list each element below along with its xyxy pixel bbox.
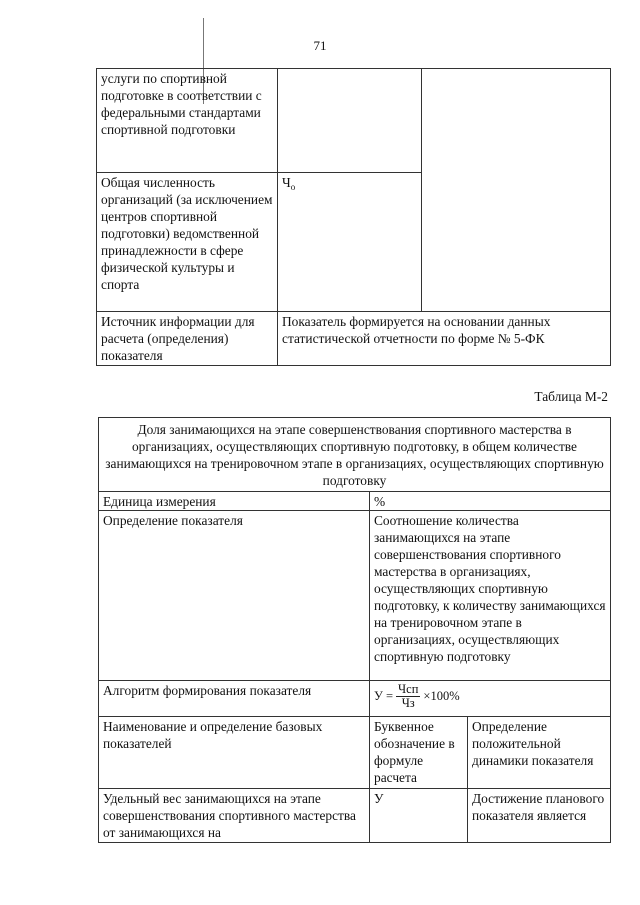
formula-rhs: ×100% — [423, 689, 460, 703]
table-row — [97, 312, 611, 366]
base-row-col1: Удельный вес занимающихся на этапе совершенствования спортивного мастерства от занимающихся на — [99, 789, 370, 843]
table-row — [99, 789, 611, 843]
row2-col2-symbol: $Ч_о$ — [278, 173, 422, 312]
formula-fraction — [396, 683, 420, 710]
formula-cell — [370, 681, 611, 717]
base-row-col2: У — [370, 789, 468, 843]
row1-col1: услуги по спортивной подготовке в соответствии с федеральными стандартами спортивной подготовки — [97, 69, 278, 173]
indicator-table-continued — [96, 68, 611, 366]
base-row-col3: Достижение планового показателя является — [468, 789, 611, 843]
row2-col1: Общая численность организаций (за исключением центров спортивной подготовки) ведомственной принадлежности в сфере физической культуры и спорта — [97, 173, 278, 312]
formula-numerator: Чсп — [398, 682, 419, 696]
base-header-col3: Определение положительной динамики показателя — [468, 717, 611, 789]
merged-empty-cell — [422, 69, 611, 312]
unit-value: % — [370, 492, 611, 511]
table-row — [97, 69, 611, 173]
unit-label: Единица измерения — [99, 492, 370, 511]
table-row — [99, 717, 611, 789]
table-row — [99, 511, 611, 681]
source-label: Источник информации для расчета (определения) показателя — [97, 312, 278, 366]
table-title: Доля занимающихся на этапе совершенствования спортивного мастерства в организациях, осуществляющих спортивную подготовку, в общем количестве занимающихся на тренировочном этапе в организациях, осуществляющих спортивную подготовку — [99, 418, 611, 492]
page-number: 71 — [313, 38, 327, 53]
base-header-col1: Наименование и определение базовых показателей — [99, 717, 370, 789]
base-header-col2: Буквенное обозначение в формуле расчета — [370, 717, 468, 789]
formula — [374, 682, 460, 710]
definition-label: Определение показателя — [99, 511, 370, 681]
row1-col2 — [278, 69, 422, 173]
table-row — [99, 681, 611, 717]
source-value: Показатель формируется на основании данных статистической отчетности по форме № 5-ФК — [278, 312, 611, 366]
definition-value: Соотношение количества занимающихся на этапе совершенствования спортивного мастерства в организациях, осуществляющих спортивную подготовку, к количеству занимающихся на тренировочном этапе в организациях, осуществляющих спортивную подготовку — [370, 511, 611, 681]
indicator-table-m2 — [98, 417, 611, 843]
formula-lhs: У = — [374, 689, 394, 703]
table-row — [99, 418, 611, 492]
table-label: Таблица М-2 — [534, 389, 608, 404]
table-row — [99, 492, 611, 511]
algorithm-label: Алгоритм формирования показателя — [99, 681, 370, 717]
formula-denominator: Чз — [401, 696, 415, 710]
